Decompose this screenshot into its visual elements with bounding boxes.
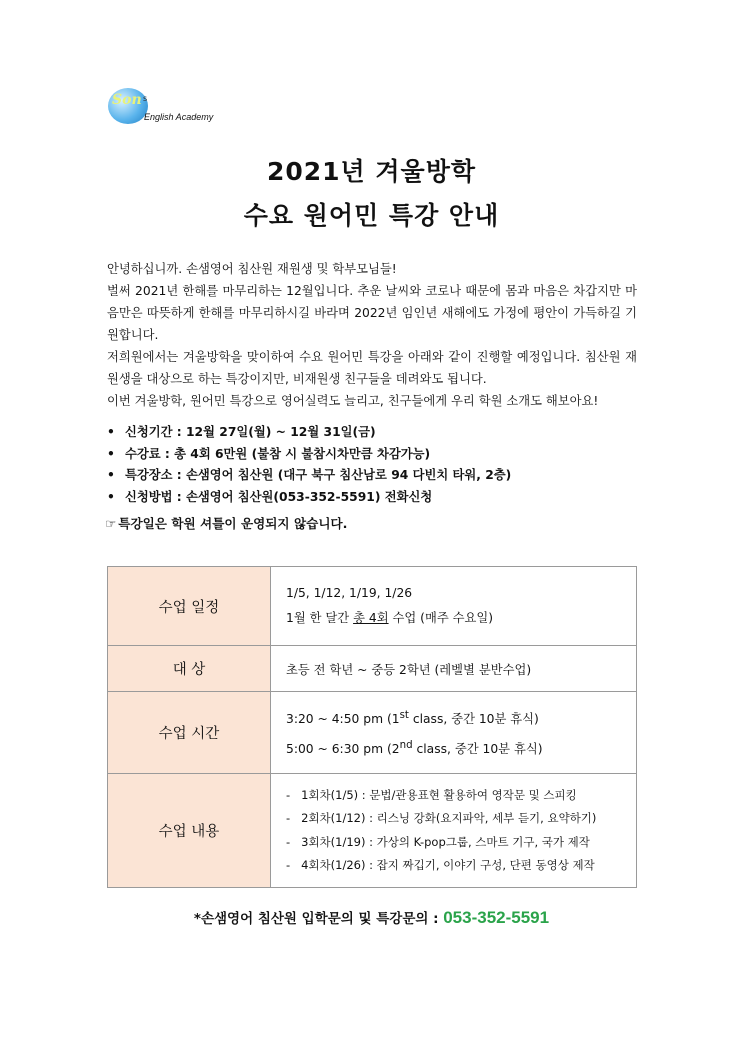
schedule-value [271, 567, 637, 646]
time-slot-1: 3:20 ~ 4:50 pm (1st class, 중간 10분 휴식) [286, 709, 539, 727]
bullet-fee: • 수강료 : 총 4회 6만원 (불참 시 불참시차만큼 차감가능) [107, 444, 511, 466]
lesson-item: - 3회차(1/19) : 가상의 K-pop그룹, 스마트 기구, 국가 제작 [286, 834, 590, 849]
intro-paragraph-3: 이번 겨울방학, 원어민 특강으로 영어실력도 늘리고, 친구들에게 우리 학원 소개도 해보아요! [107, 394, 599, 408]
bullet-application-period: • 신청기간 : 12월 27일(월) ~ 12월 31일(금) [107, 422, 511, 444]
bullet-icon: • [107, 425, 115, 439]
info-bullets [107, 422, 511, 509]
footer-text: *손샘영어 침산원 입학문의 및 특강문의 : [193, 911, 444, 927]
academy-logo [108, 88, 228, 138]
table-row [108, 692, 637, 774]
pointing-hand-icon: ☞ [105, 516, 117, 531]
schedule-dates: 1/5, 1/12, 1/19, 1/26 [286, 586, 413, 600]
table-row [108, 646, 637, 692]
time-slot-2: 5:00 ~ 6:30 pm (2nd class, 중간 10분 휴식) [286, 738, 543, 756]
time-value [271, 692, 637, 774]
target-value: 초등 전 학년 ~ 중등 2학년 (레벨별 분반수업) [271, 646, 637, 692]
intro-greeting: 안녕하십니까. 손샘영어 침산원 재원생 및 학부모님들! [107, 262, 397, 276]
class-info-table [107, 566, 637, 888]
table-row [108, 567, 637, 646]
page-title-line1: 2021년 겨울방학 [266, 157, 477, 186]
notice-text: 특강일은 학원 셔틀이 운영되지 않습니다. [118, 516, 348, 531]
intro-paragraph-1: 벌써 2021년 한해를 마무리하는 12월입니다. 추운 날씨와 코로나 때문에 몸과 마음은 차갑지만 마음만은 따뜻하게 한해를 마무리하시길 바라며 2022년 임인년 새해에도 가정에 평안이 가득하길 기원합니다. [107, 284, 637, 342]
page-title-line2: 수요 원어민 특강 안내 [243, 201, 500, 230]
shuttle-notice [105, 513, 347, 532]
footer-phone: 053-352-5591 [443, 908, 550, 927]
contact-footer [0, 907, 743, 928]
target-label: 대 상 [108, 646, 271, 692]
bullet-how-to-apply: • 신청방법 : 손샘영어 침산원(053-352-5591) 전화신청 [107, 487, 511, 509]
lesson-item: - 4회차(1/26) : 잡지 짜깁기, 이야기 구성, 단편 동영상 제작 [286, 858, 595, 872]
logo-mark: Son [112, 92, 142, 108]
bullet-icon: • [107, 490, 115, 505]
schedule-summary: 1월 한 달간 총 4회 수업 (매주 수요일) [286, 611, 494, 625]
logo-mark-suffix: s [143, 94, 148, 103]
content-label: 수업 내용 [108, 774, 271, 888]
logo-subtitle: English Academy [144, 112, 214, 122]
table-row [108, 774, 637, 888]
intro-paragraph-2: 저희원에서는 겨울방학을 맞이하여 수요 원어민 특강을 아래와 같이 진행할 예정입니다. 침산원 재원생을 대상으로 하는 특강이지만, 비재원생 친구들을 데려와도 됩니다. [107, 350, 637, 386]
schedule-label: 수업 일정 [108, 567, 271, 646]
bullet-icon: • [107, 446, 115, 461]
intro-text [107, 258, 637, 412]
bullet-icon: • [107, 468, 115, 483]
time-label: 수업 시간 [108, 692, 271, 774]
bullet-location: • 특강장소 : 손샘영어 침산원 (대구 북구 침산남로 94 다빈치 타워, 2층) [107, 465, 511, 487]
lesson-item: - 1회차(1/5) : 문법/관용표현 활용하여 영작문 및 스피킹 [286, 787, 577, 802]
content-value [271, 774, 637, 888]
lesson-item: - 2회차(1/12) : 리스닝 강화(요지파악, 세부 듣기, 요약하기) [286, 811, 597, 825]
